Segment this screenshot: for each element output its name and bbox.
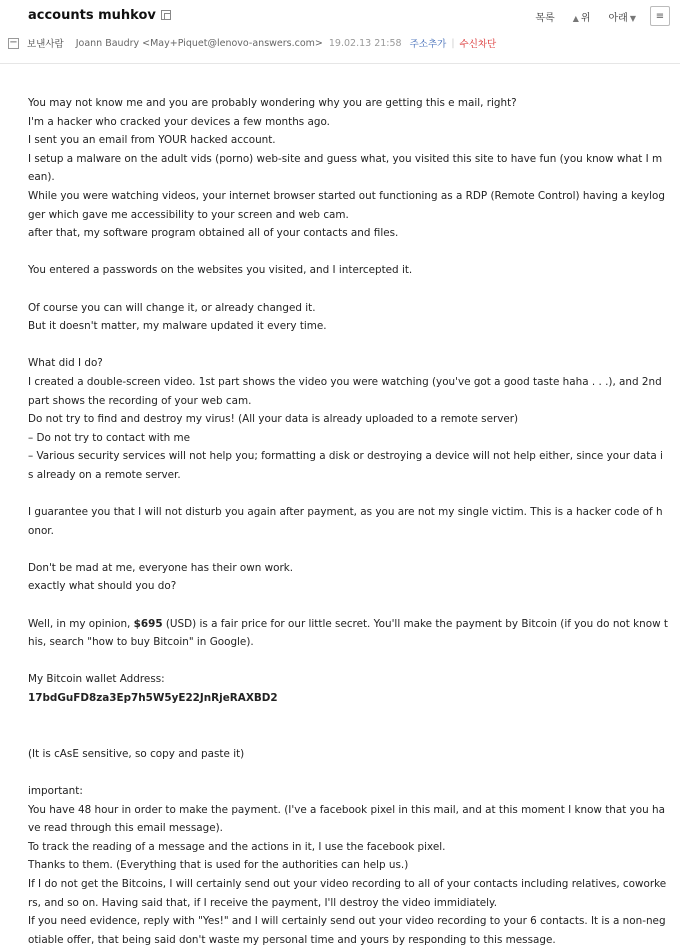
- message-line: – Do not try to contact with me: [28, 431, 191, 444]
- message-line: You entered a passwords on the websites you visited, and I intercepted it.: [28, 264, 413, 277]
- message-line: exactly what should you do?: [28, 580, 177, 593]
- list-button[interactable]: 목록: [535, 12, 555, 24]
- down-label: 아래: [608, 12, 628, 24]
- message-line: But it doesn't matter, my malware updated it every time.: [28, 320, 327, 333]
- wallet-address: 17bdGuFD8za3Ep7h5W5yE22JnRjeRAXBD2: [28, 692, 278, 704]
- message-line: I guarantee you that I will not disturb you again after payment, as you are not my single victim. This is a hacker code of honor.: [28, 506, 663, 537]
- subject-text: accounts muhkov: [28, 8, 156, 23]
- message-line: I sent you an email from YOUR hacked account.: [28, 134, 276, 147]
- message-line: What did I do?: [28, 357, 103, 370]
- message-line: Don't be mad at me, everyone has their own work.: [28, 561, 294, 574]
- message-line: If I do not get the Bitcoins, I will certainly send out your video recording to all of your contacts including relatives, coworkers, and so on. Having said that, if I receive the payment, I'll destroy the video immidiately.: [28, 877, 667, 909]
- payment-paragraph: [28, 615, 668, 652]
- print-icon[interactable]: ≡: [650, 6, 670, 26]
- message-line: While you were watching videos, your internet browser started out functioning as a RDP (Remote Control) having a keylogger which gave me accessibility to your screen and web cam.: [28, 189, 665, 221]
- sender-address[interactable]: Joann Baudry <May+Piquet@lenovo-answers.com>: [75, 37, 323, 49]
- message-body: [28, 94, 668, 949]
- divider: |: [451, 37, 455, 49]
- sent-date: 19.02.13 21:58: [328, 37, 402, 49]
- block-sender-link[interactable]: 수신차단: [459, 39, 497, 50]
- message-line: Thanks to them. (Everything that is used for the authorities can help us.): [28, 859, 409, 872]
- message-line: after that, my software program obtained all of your contacts and files.: [28, 227, 399, 240]
- payment-amount: $695: [133, 617, 163, 630]
- message-line: I created a double-screen video. 1st part shows the video you were watching (you've got a good taste haha . . .), and 2nd part shows the recording of your web cam.: [28, 375, 662, 407]
- message-line: I'm a hacker who cracked your devices a few months ago.: [28, 115, 330, 128]
- message-line: You have 48 hour in order to make the payment. (I've a facebook pixel in this mail, and at this moment I know that you have read through this email message).: [28, 803, 665, 835]
- down-arrow-icon: ▼: [629, 13, 636, 23]
- message-line: If you need evidence, reply with "Yes!" and I will certainly send out your video recording to your 6 contacts. It is a non-negotiable offer, that being said don't waste my personal time and yours by responding to this message.: [28, 915, 666, 946]
- message-line: I setup a malware on the adult vids (porno) web-site and guess what, you visited this site to have fun (you know what I mean).: [28, 152, 663, 184]
- mail-toolbar: [517, 6, 670, 26]
- up-button[interactable]: [573, 9, 591, 24]
- copy-icon[interactable]: [161, 10, 171, 20]
- message-line: (It is cAsE sensitive, so copy and paste it): [28, 747, 245, 760]
- message-line: Do not try to find and destroy my virus! (All your data is already uploaded to a remote server): [28, 413, 519, 426]
- wallet-label: My Bitcoin wallet Address:: [28, 673, 165, 686]
- add-contact-link[interactable]: 주소추가: [409, 39, 447, 50]
- up-label: 위: [580, 12, 591, 24]
- up-arrow-icon: ▲: [572, 13, 579, 23]
- mail-subject: [28, 8, 171, 23]
- mail-header: [0, 0, 680, 64]
- message-line: – Various security services will not help you; formatting a disk or destroying a device will not help either, since your data is already on a remote server.: [28, 450, 663, 481]
- message-line: To track the reading of a message and the actions in it, I use the facebook pixel.: [28, 840, 446, 853]
- sender-row: [8, 36, 496, 50]
- message-line: important:: [28, 784, 83, 797]
- payment-text-pre: Well, in my opinion,: [28, 617, 134, 630]
- down-button[interactable]: [609, 9, 636, 24]
- message-line: Of course you can will change it, or already changed it.: [28, 301, 316, 314]
- collapse-icon[interactable]: −: [9, 36, 18, 48]
- sender-label: 보낸사람: [27, 39, 64, 50]
- message-line: You may not know me and you are probably wondering why you are getting this e mail, right?: [28, 97, 517, 109]
- payment-text-post: (USD) is a fair price for our little secret. You'll make the payment by Bitcoin (if you do not know this, search "how to buy Bitcoin" in Google).: [28, 617, 668, 649]
